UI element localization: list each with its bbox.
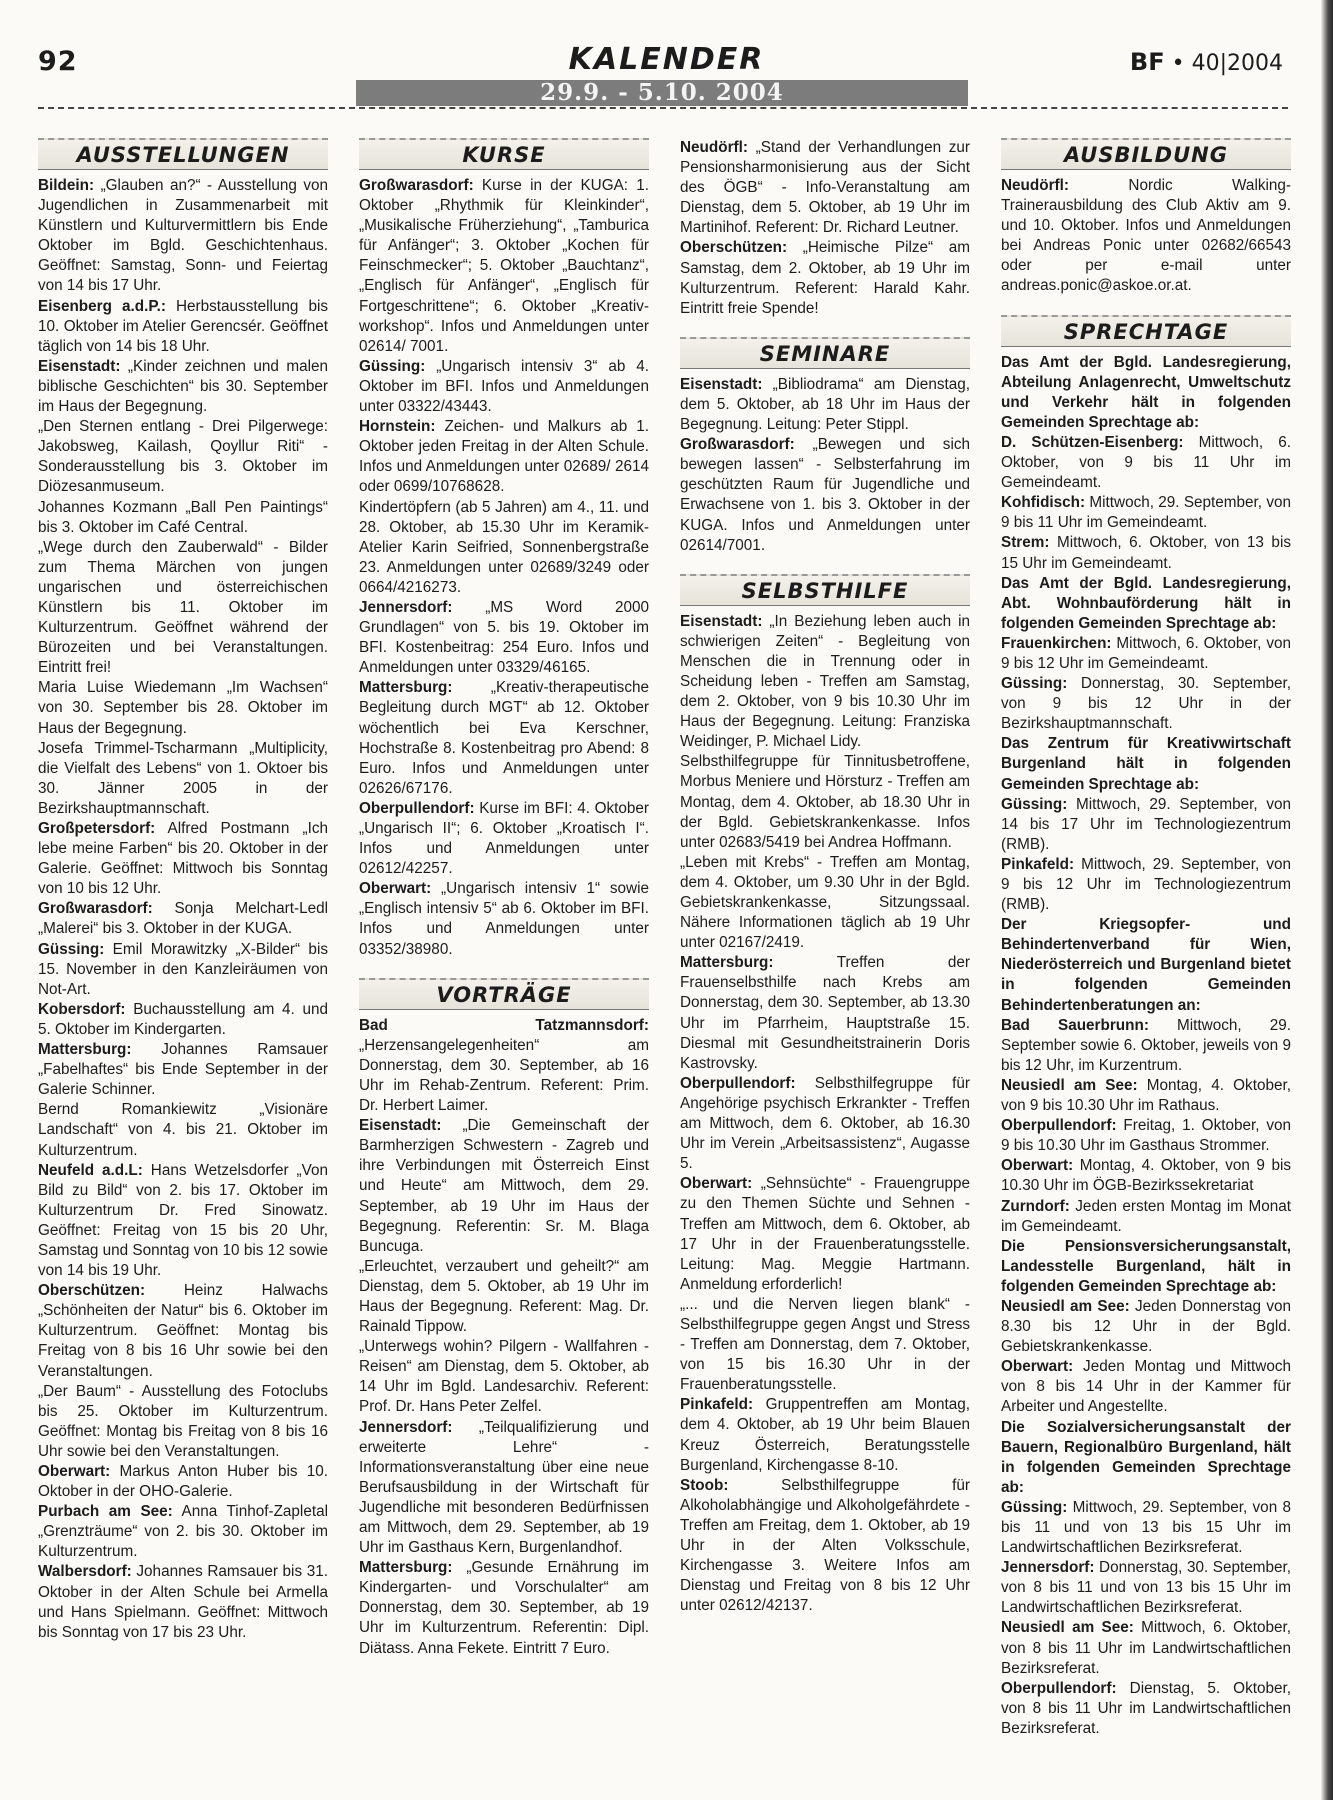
section-heading: SPRECHTAGE (1001, 315, 1291, 347)
calendar-entry (1001, 674, 1291, 734)
entry-location: Die Sozialversicherungsanstalt der Bauern, Regionalbüro Burgenland, hält in folgenden Gemeinden Sprechtage ab: (1001, 1418, 1291, 1496)
calendar-entry (38, 1502, 328, 1562)
entry-text: Mittwoch, 29. September, von 8 bis 11 und von 13 bis 15 Uhr im Landwirtschaftlichen Bezirksreferat. (1001, 1498, 1291, 1557)
entry-location: Pinkafeld: (680, 1396, 754, 1414)
entry-text: Hans Wetzelsdorfer „Von Bild zu Bild“ von 2. bis 17. Oktober im Kulturzentrum Dr. Fred Sinowatz. Geöffnet: Freitag von 15 bis 20 Uhr, Samstag und Sonntag von 10 bis 12 sowie von 14 bis 19 Uhr. (38, 1161, 328, 1280)
calendar-entry (359, 1418, 649, 1559)
calendar-entry (1001, 1116, 1291, 1156)
entry-text: Alfred Postmann „Ich lebe meine Farben“ bis 20. Oktober in der Galerie. Geöffnet: Mittwoch bis Sonntag von 10 bis 12 Uhr. (38, 820, 328, 898)
calendar-entry (38, 739, 328, 819)
calendar-entry (359, 1558, 649, 1658)
calendar-entry (1001, 176, 1291, 297)
entry-text: „Erleuchtet, verzaubert und geheilt?“ am Dienstag, dem 5. Oktober, ab 19 Uhr im Haus der Begegnung. Referent: Mag. Dr. Rainald Tippow. (359, 1257, 649, 1336)
entry-location: Eisenstadt: (680, 612, 763, 630)
date-range-band: 29.9. - 5.10. 2004 (356, 80, 968, 106)
calendar-entry (359, 498, 649, 598)
entry-location: Jennersdorf: (359, 1418, 453, 1436)
calendar-entry (1001, 855, 1291, 915)
entry-location: Oberpullendorf: (1001, 1679, 1117, 1697)
calendar-entry (1001, 1418, 1291, 1498)
entry-location: Das Amt der Bgld. Landesregierung, Abteilung Anlagenrecht, Umweltschutz und Verkehr hält in folgenden Gemeinden Sprechtage ab: (1001, 353, 1291, 431)
section-body (359, 176, 649, 960)
entry-location: Oberschützen: (680, 239, 788, 257)
calendar-entry (38, 899, 328, 939)
calendar-entry (1001, 1076, 1291, 1116)
entry-location: Jennersdorf: (1001, 1559, 1095, 1577)
calendar-entry (1001, 795, 1291, 855)
calendar-entry (680, 612, 970, 753)
entry-location: Mattersburg: (359, 1559, 453, 1577)
calendar-entry (359, 799, 649, 879)
entry-location: Eisenstadt: (38, 357, 121, 375)
section-body (38, 176, 328, 1643)
entry-text: „Ungarisch intensiv 3“ ab 4. Oktober im BFI. Infos und Anmeldungen unter 03322/43443. (359, 357, 649, 416)
section-heading: SELBSTHILFE (680, 574, 970, 606)
section-body (359, 1016, 649, 1659)
entry-text: Donnerstag, 30. September, von 9 bis 12 Uhr in der Bezirkshauptmannschaft. (1001, 675, 1291, 733)
entry-text: „Den Sternen entlang - Drei Pilgerwege: Jakobsweg, Kailash, Qoyllur Riti“ - Sonderausstellung bis 3. Oktober im Diözesanmuseum. (38, 418, 328, 496)
entry-location: Die Pensionsversicherungsanstalt, Landesstelle Burgenland, hält in folgenden Gemeinden Sprechtage ab: (1001, 1237, 1291, 1295)
header-divider (38, 107, 1288, 109)
entry-location: Mattersburg: (680, 954, 774, 972)
calendar-entry (38, 538, 328, 679)
section-heading: VORTRÄGE (359, 978, 649, 1010)
entry-text: Selbsthilfegruppe für Alkoholabhängige und Alkoholgefährdete - Treffen am Freitag, dem 1. Oktober, ab 19 Uhr in der Alten Volksschule, Kirchengasse 3. Weitere Infos am Dienstag und Freitag von 8 bis 12 Uhr unter 02612/42137. (680, 1476, 970, 1615)
entry-text: „Unterwegs wohin? Pilgern - Wallfahren - Reisen“ am Dienstag, dem 5. Oktober, ab 14 Uhr im Bgld. Landesarchiv. Referent: Prof. Dr. Hans Peter Zelfel. (359, 1338, 649, 1416)
entry-text: Anna Tinhof-Zapletal „Grenzträume“ von 2. bis 30. Oktober im Kulturzentrum. (38, 1503, 328, 1561)
entry-text: Selbsthilfegruppe für Angehörige psychisch Erkrankter - Treffen am Mittwoch, dem 6. Oktober, ab 16.30 Uhr im Verein „Arbeitsassistenz“, Augasse 5. (680, 1074, 970, 1173)
calendar-entry (1001, 1156, 1291, 1196)
entry-location: Frauenkirchen: (1001, 634, 1112, 652)
entry-text: Montag, 4. Oktober, von 9 bis 10.30 Uhr im ÖGB-Bezirkssekretariat (1001, 1157, 1291, 1195)
calendar-entry (38, 678, 328, 738)
entry-location: Großwarasdorf: (38, 900, 153, 918)
entry-text: Sonja Melchart-Ledl „Malerei“ bis 3. Oktober in der KUGA. (38, 900, 328, 938)
entry-text: „Gesunde Ernährung im Kindergarten- und Vorschulalter“ am Donnerstag, dem 30. September, ab 19 Uhr im Kulturzentrum. Referentin: Dipl. Diätass. Anna Fekete. Eintritt 7 Euro. (359, 1559, 649, 1657)
section-body (1001, 176, 1291, 297)
entry-text: Kindertöpfern (ab 5 Jahren) am 4., 11. und 28. Oktober, ab 15.30 Uhr im Keramik-Atelier Karin Seifried, Sonnenbergstraße 23. Anmeldungen unter 02689/3249 oder 0664/4216273. (359, 498, 649, 596)
calendar-entry (38, 1161, 328, 1282)
column-4 (1001, 138, 1291, 1739)
entry-location: Güssing: (359, 357, 426, 375)
calendar-entry (1001, 533, 1291, 573)
entry-text: Johannes Ramsauer bis 31. Oktober in der Alten Schule bei Armella und Hans Spielmann. Geöffnet: Mittwoch bis Sonntag von 17 bis 23 Uhr. (38, 1563, 328, 1641)
entry-text: Mittwoch, 29. September, von 9 bis 11 Uhr im Gemeindeamt. (1001, 494, 1291, 532)
entry-location: Großwarasdorf: (359, 177, 474, 194)
entry-text: „... und die Nerven liegen blank“ - Selbsthilfegruppe gegen Angst und Stress - Treffen am Donnerstag, dem 7. Oktober, von 15 bis 16.30 Uhr in der Frauenberatungsstelle. (680, 1295, 970, 1394)
entry-text: Emil Morawitzky „X-Bilder“ bis 15. November in den Kanzleiräumen von Not-Art. (38, 940, 328, 998)
calendar-entry (1001, 1197, 1291, 1237)
entry-text: Buchausstellung am 4. und 5. Oktober im Kindergarten. (38, 1000, 328, 1038)
calendar-entry (359, 176, 649, 357)
calendar-entry (1001, 353, 1291, 433)
entry-location: Purbach am See: (38, 1503, 173, 1521)
calendar-entry (359, 598, 649, 678)
entry-text: Josefa Trimmel-Tscharmann „Multiplicity, die Vielfalt des Lebens“ von 1. Oktoer bis 30. Jänner 2005 in der Bezirkshauptmannschaft. (38, 739, 328, 817)
entry-location: Eisenstadt: (680, 375, 763, 393)
entry-location: Oberpullendorf: (1001, 1117, 1117, 1135)
section-body (1001, 353, 1291, 1739)
calendar-entry (1001, 1016, 1291, 1076)
entry-text: Heinz Halwachs „Schönheiten der Natur“ bis 6. Oktober im Kulturzentrum. Geöffnet: Montag bis Freitag von 8 bis 16 Uhr sowie bei den Veranstaltungen. (38, 1282, 328, 1380)
entry-text: „Teilqualifizierung und erweiterte Lehre“ - Informationsveranstaltung über eine neue Berufsausbildung in der Wirtschaft für Jugendliche mit besonderen Bedürfnissen am Mittwoch, dem 29. September, ab 19 Uhr im Gasthaus Kern, Burgenlandhof. (359, 1418, 649, 1557)
calendar-entry (38, 417, 328, 497)
entry-text: Maria Luise Wiedemann „Im Wachsen“ von 30. September bis 28. Oktober im Haus der Begegnung. (38, 679, 328, 737)
entry-text: Mittwoch, 6. Oktober, von 9 bis 11 Uhr im Gemeindeamt. (1001, 433, 1292, 492)
entry-location: Oberwart: (1001, 1157, 1074, 1175)
entry-text: Jeden Donnerstag von 8.30 bis 12 Uhr in der Bgld. Gebietskrankenkasse. (1001, 1297, 1291, 1356)
entry-text: Montag, 4. Oktober, von 9 bis 10.30 Uhr im Rathaus. (1001, 1076, 1291, 1115)
entry-location: Oberschützen: (38, 1282, 146, 1300)
entry-location: Bad Sauerbrunn: (1001, 1016, 1149, 1034)
column-1 (38, 138, 328, 1643)
entry-location: Pinkafeld: (1001, 855, 1075, 873)
calendar-entry (38, 498, 328, 538)
calendar-entry (1001, 1618, 1291, 1678)
calendar-entry (680, 435, 970, 556)
entry-location: Neudörfl: (1001, 177, 1069, 194)
calendar-entry (1001, 1297, 1291, 1357)
entry-location: Oberwart: (1001, 1358, 1074, 1376)
page-number: 92 (38, 46, 78, 77)
calendar-entry (1001, 915, 1291, 1015)
entry-location: Neufeld a.d.L: (38, 1161, 143, 1179)
calendar-entry (1001, 1357, 1291, 1417)
calendar-entry (680, 1074, 970, 1174)
entry-text: Mittwoch, 6. Oktober, von 9 bis 12 Uhr im Gemeindeamt. (1001, 634, 1291, 672)
magazine-name: BF (1129, 48, 1165, 76)
calendar-entry (38, 1100, 328, 1160)
entry-location: Zurndorf: (1001, 1197, 1070, 1215)
calendar-entry (38, 1562, 328, 1642)
calendar-entry (38, 357, 328, 417)
entry-location: Neusiedl am See: (1001, 1297, 1130, 1315)
section-heading: AUSSTELLUNGEN (38, 138, 328, 170)
entry-location: Walbersdorf: (38, 1563, 132, 1581)
entry-text: „Glauben an?“ - Ausstellung von Jugendlichen in Zusammenarbeit mit Künstlern und Kulturvermittlern bis Ende Oktober im Bgld. Geschichtenhaus. Geöffnet: Samstag, Sonn- und Feiertag von 14 bis 17 Uhr. (38, 177, 328, 295)
section-body (680, 138, 970, 319)
calendar-entry (1001, 1558, 1291, 1618)
entry-location: Mattersburg: (359, 679, 453, 697)
entry-text: Jeden ersten Montag im Monat im Gemeindeamt. (1001, 1197, 1291, 1235)
entry-location: Stoob: (680, 1476, 729, 1494)
entry-text: Mittwoch, 29. September, von 9 bis 12 Uhr im Technologiezentrum (RMB). (1001, 855, 1291, 914)
calendar-entry (38, 1382, 328, 1462)
entry-text: „MS Word 2000 Grundlagen“ von 5. bis 19. Oktober im BFI. Kostenbeitrag: 254 Euro. Infos und Anmeldungen unter 03329/46165. (359, 598, 649, 677)
section-heading: SEMINARE (680, 337, 970, 369)
entry-text: „Bewegen und sich bewegen lassen“ - Selbsterfahrung im geschützten Raum für Jugendliche und Erwachsene von 1. bis 3. Oktober in der KUGA. Infos und Anmeldungen unter 02614/7001. (680, 436, 970, 554)
entry-text: „Bibliodrama“ am Dienstag, dem 5. Oktober, ab 18 Uhr im Haus der Begegnung. Leitung: Peter Stippl. (680, 375, 970, 434)
entry-location: Kohfidisch: (1001, 494, 1086, 512)
calendar-entry (38, 176, 328, 297)
calendar-entry (1001, 734, 1291, 794)
calendar-entry (680, 375, 970, 435)
section-heading: KURSE (359, 138, 649, 170)
calendar-entry (38, 297, 328, 357)
calendar-entry (680, 1295, 970, 1395)
section-body (680, 375, 970, 556)
entry-location: Mattersburg: (38, 1041, 132, 1059)
entry-location: Oberpullendorf: (359, 799, 475, 817)
entry-text: „Sehnsüchte“ - Frauengruppe zu den Themen Süchte und Sehnen - Treffen am Mittwoch, dem 6. Oktober, ab 17 Uhr in der Frauenberatungsstelle. Leitung: Mag. Meggie Hartmann. Anmeldung erforderlich! (680, 1175, 970, 1293)
entry-location: Das Amt der Bgld. Landesregierung, Abt. Wohnbauförderung hält in folgenden Gemeinden Sprechtage ab: (1001, 574, 1291, 632)
entry-location: Güssing: (1001, 675, 1068, 693)
entry-location: Oberwart: (359, 880, 432, 898)
entry-text: „Der Baum“ - Ausstellung des Fotoclubs bis 25. Oktober im Kulturzentrum. Geöffnet: Montag bis Freitag von 8 bis 16 Uhr sowie bei den Veranstaltungen. (38, 1382, 328, 1460)
section-heading: AUSBILDUNG (1001, 138, 1291, 170)
entry-text: Johannes Ramsauer „Fabelhaftes“ bis Ende September in der Galerie Schinner. (38, 1041, 328, 1099)
entry-location: Neudörfl: (680, 139, 748, 156)
entry-location: Neusiedl am See: (1001, 1619, 1134, 1637)
entry-location: D. Schützen-Eisenberg: (1001, 433, 1184, 451)
entry-location: Der Kriegsopfer- und Behindertenverband für Wien, Niederösterreich und Burgenland bietet in folgenden Gemeinden Behindertenberatungen an: (1001, 916, 1291, 1014)
entry-text: Johannes Kozmann „Ball Pen Paintings“ bis 3. Oktober im Café Central. (38, 498, 328, 536)
calendar-entry (680, 1395, 970, 1475)
entry-text: Mittwoch, 29. September sowie 6. Oktober, jeweils von 9 bis 12 Uhr, im Kurzentrum. (1001, 1016, 1291, 1074)
entry-text: „Leben mit Krebs“ - Treffen am Montag, dem 4. Oktober, um 9.30 Uhr in der Bgld. Gebietskrankenkasse, Sitzungssaal. Nähere Informationen täglich ab 19 Uhr unter 02167/2419. (680, 853, 970, 952)
calendar-entry (359, 357, 649, 417)
column-3 (680, 138, 970, 1616)
entry-text: Markus Anton Huber bis 10. Oktober in der OHO-Galerie. (38, 1463, 328, 1501)
entry-text: Nordic Walking-Trainerausbildung des Club Aktiv am 9. und 10. Oktober. Infos und Anmeldungen bei Andreas Ponic unter 02682/66543 oder per e-mail unter andreas.ponic@askoe.or.at. (1001, 177, 1291, 295)
calendar-entry (680, 138, 970, 238)
entry-text: „Ungarisch intensiv 1“ sowie „Englisch intensiv 5“ ab 6. Oktober im BFI. Infos und Anmeldungen unter 03352/38980. (359, 880, 649, 958)
entry-location: Strem: (1001, 534, 1050, 552)
page-binding-edge (1321, 0, 1333, 1800)
entry-text: Bernd Romankiewitz „Visionäre Landschaft“ von 4. bis 21. Oktober im Kulturzentrum. (38, 1101, 328, 1159)
calendar-entry (680, 1476, 970, 1617)
calendar-entry (359, 879, 649, 959)
calendar-entry (1001, 1498, 1291, 1558)
calendar-entry (359, 1116, 649, 1257)
entry-text: Kurse im BFI: 4. Oktober „Ungarisch II“; 6. Oktober „Kroatisch I“. Infos und Anmeldungen unter 02612/42257. (359, 799, 649, 878)
entry-text: Herbstausstellung bis 10. Oktober im Atelier Gerencsér. Geöffnet täglich von 14 bis 18 Uhr. (38, 297, 329, 355)
entry-location: Oberwart: (38, 1463, 111, 1480)
entry-text: Donnerstag, 30. September, von 8 bis 11 und von 13 bis 15 Uhr im Landwirtschaftlichen Bezirksreferat. (1001, 1559, 1291, 1617)
entry-location: Güssing: (38, 940, 105, 958)
entry-text: „In Beziehung leben auch in schwierigen Zeiten“ - Begleitung von Menschen die in Trennung oder in Scheidung leben - Treffen am Samstag, dem 2. Oktober, von 9 bis 10.30 Uhr im Haus der Begegnung. Leitung: Franziska Weidinger, P. Michael Lidy. (680, 612, 970, 751)
calendar-entry (38, 1462, 328, 1502)
entry-location: Großpetersdorf: (38, 820, 156, 837)
entry-text: Mittwoch, 6. Oktober, von 13 bis 15 Uhr im Gemeindeamt. (1001, 534, 1291, 572)
entry-location: Oberwart: (680, 1175, 753, 1193)
column-2 (359, 138, 649, 1659)
calendar-entry (359, 678, 649, 799)
calendar-entry (1001, 493, 1291, 533)
calendar-entry (359, 417, 649, 497)
entry-location: Eisenberg a.d.P.: (38, 297, 166, 315)
entry-text: Kurse in der KUGA: 1. Oktober „Rhythmik für Kleinkinder“, „Musikalische Früherziehung“, „Tamburica für Anfänger“; 3. Oktober „Kochen für Feinschmecker“; 5. Oktober „Bauchtanz“, „Englisch für Anfänger“, „Englisch für Fortgeschrittene“; 6. Oktober „Kreativ-workshop“. Infos und Anmeldungen unter 02614/ 7001. (359, 177, 649, 355)
entry-text: „Heimische Pilze“ am Samstag, dem 2. Oktober, ab 19 Uhr im Kulturzentrum. Referent: Harald Kahr. Eintritt freie Spende! (680, 239, 970, 317)
entry-text: Freitag, 1. Oktober, von 9 bis 10.30 Uhr im Gasthaus Strommer. (1001, 1117, 1291, 1155)
entry-location: Bad Tatzmannsdorf: (359, 1016, 649, 1034)
calendar-entry (38, 1281, 328, 1381)
calendar-entry (1001, 433, 1291, 493)
entry-location: Kobersdorf: (38, 1000, 126, 1018)
entry-location: Großwarasdorf: (680, 436, 795, 454)
entry-text: Dienstag, 5. Oktober, von 8 bis 11 Uhr im Landwirtschaftlichen Bezirksreferat. (1001, 1679, 1291, 1737)
entry-location: Güssing: (1001, 795, 1068, 813)
entry-text: „Herzensangelegenheiten“ am Donnerstag, dem 30. September, ab 16 Uhr im Rehab-Zentrum. Referent: Prim. Dr. Herbert Laimer. (359, 1036, 649, 1115)
calendar-entry (1001, 574, 1291, 634)
entry-location: Jennersdorf: (359, 598, 453, 616)
entry-text: Mittwoch, 29. September, von 14 bis 17 Uhr im Technologiezentrum (RMB). (1001, 795, 1291, 853)
entry-location: Das Zentrum für Kreativwirtschaft Burgenland hält in folgenden Gemeinden Sprechtage ab: (1001, 735, 1291, 793)
calendar-entry (1001, 634, 1291, 674)
entry-location: Güssing: (1001, 1498, 1068, 1516)
issue-separator: • (1171, 51, 1185, 76)
calendar-entry (680, 238, 970, 318)
calendar-entry (38, 1040, 328, 1100)
entry-text: „Stand der Verhandlungen zur Pensionsharmonisierung aus der Sicht des ÖGB“ - Info-Veranstaltung am Dienstag, dem 5. Oktober, ab 19 Uhr im Martinihof. Referent: Dr. Richard Leutner. (680, 139, 970, 237)
entry-location: Bildein: (38, 177, 95, 194)
entry-location: Oberpullendorf: (680, 1074, 796, 1092)
calendar-entry (359, 1337, 649, 1417)
calendar-entry (359, 1257, 649, 1337)
entry-text: Mittwoch, 6. Oktober, von 8 bis 11 Uhr im Landwirtschaftlichen Bezirksreferat. (1001, 1619, 1291, 1677)
entry-text: Selbsthilfegruppe für Tinnitusbetroffene, Morbus Meniere und Hörsturz - Treffen am Montag, dem 4. Oktober, ab 18.30 Uhr in der Bgld. Gebietskrankenkasse. Infos unter 02683/5419 bei Andrea Hoffmann. (680, 753, 970, 851)
entry-text: „Kinder zeichnen und malen biblische Geschichten“ bis 30. September im Haus der Begegnung. (38, 357, 328, 416)
issue-info (1130, 48, 1283, 76)
calendar-entry (680, 853, 970, 953)
entry-text: „Die Gemeinschaft der Barmherzigen Schwestern - Zagreb und ihre Verbindungen mit Österreich Einst und Heute“ am Mittwoch, dem 29. September, ab 19 Uhr im Haus der Begegnung. Referentin: Sr. M. Blaga Buncuga. (359, 1117, 649, 1255)
calendar-entry (680, 953, 970, 1074)
entry-location: Eisenstadt: (359, 1117, 442, 1135)
calendar-entry (38, 940, 328, 1000)
calendar-entry (38, 819, 328, 899)
entry-text: Zeichen- und Malkurs ab 1. Oktober jeden Freitag in der Alten Schule. Infos und Anmeldungen unter 02689/ 2614 oder 0699/10768628. (359, 418, 649, 496)
calendar-entry (1001, 1679, 1291, 1739)
issue-number: 40|2004 (1191, 51, 1283, 76)
entry-text: Treffen der Frauenselbsthilfe nach Krebs am Donnerstag, dem 30. September, ab 13.30 Uhr im Pfarrheim, Hauptstraße 15. Diesmal mit Gesundheitstrainerin Doris Kastrovsky. (680, 954, 970, 1072)
entry-location: Hornstein: (359, 418, 436, 436)
calendar-entry (1001, 1237, 1291, 1297)
entry-text: Gruppentreffen am Montag, dem 4. Oktober, ab 19 Uhr beim Blauen Kreuz Österreich, Beratungsstelle Burgenland, Kirchengasse 8-10. (680, 1396, 970, 1474)
calendar-entry (38, 1000, 328, 1040)
entry-text: „Wege durch den Zauberwald“ - Bilder zum Thema Märchen von jungen ungarischen und österreichischen Künstlern bis 11. Oktober im Kulturzentrum. Geöffnet während der Bürozeiten und bei Veranstaltungen. Eintritt frei! (38, 538, 328, 677)
entry-text: Jeden Montag und Mittwoch von 8 bis 14 Uhr in der Kammer für Arbeiter und Angestellte. (1001, 1358, 1291, 1416)
calendar-entry (680, 1174, 970, 1295)
entry-text: „Kreativ-therapeutische Begleitung durch MGT“ ab 12. Oktober wöchentlich bei Eva Kerschner, Hochstraße 8. Kostenbeitrag pro Abend: 8 Euro. Infos und Anmeldungen unter 02626/67176. (359, 679, 649, 797)
section-body (680, 612, 970, 1617)
entry-location: Neusiedl am See: (1001, 1076, 1138, 1094)
page-section-title: KALENDER (568, 42, 765, 77)
calendar-entry (359, 1016, 649, 1116)
calendar-entry (680, 752, 970, 852)
